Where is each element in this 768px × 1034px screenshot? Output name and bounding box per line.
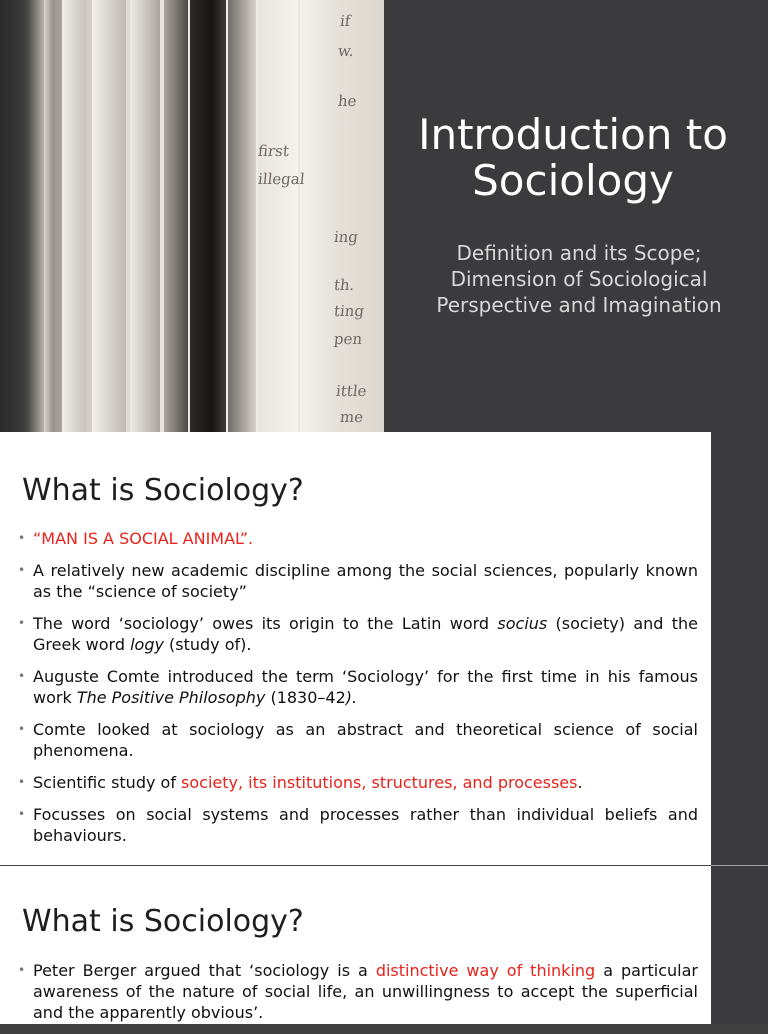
- bullet-text: (society) and the Greek word: [33, 614, 698, 654]
- photo-word: th.: [333, 276, 356, 294]
- slide-what-is-sociology: [0, 432, 711, 865]
- photo-word: if: [339, 12, 352, 30]
- bullet-icon: •: [18, 807, 26, 821]
- highlighted-text: distinctive way of thinking: [375, 961, 596, 980]
- latin-term: socius: [497, 614, 548, 633]
- photo-word: ting: [333, 302, 366, 320]
- bullet-text: A relatively new academic discipline among the social sciences, popularly known as the “science of society”: [33, 561, 698, 601]
- list-item: [18, 560, 698, 602]
- bullet-text: Peter Berger argued that ‘sociology is a: [33, 961, 376, 980]
- bullet-text: Auguste Comte introduced the term ‘Sociology’ for the first time in his famous work: [33, 667, 698, 707]
- bullet-icon: •: [18, 722, 26, 736]
- presentation-title: Introduction to Sociology: [418, 110, 728, 205]
- title-slide: [0, 0, 768, 432]
- list-item: [18, 666, 698, 708]
- bullet-icon: •: [18, 563, 26, 577]
- book-pages-photo: [0, 0, 384, 432]
- photo-word: ing: [333, 228, 360, 246]
- bullet-text: The word ‘sociology’ owes its origin to the Latin word: [33, 614, 498, 633]
- bullet-icon: •: [18, 616, 26, 630]
- bullet-text: “MAN IS A SOCIAL ANIMAL”.: [33, 529, 254, 548]
- presentation-subtitle: [400, 240, 758, 318]
- slide-side-panel: [711, 432, 768, 865]
- list-item: [18, 804, 698, 846]
- photo-word: pen: [333, 330, 364, 348]
- bullet-icon: •: [18, 775, 26, 789]
- bullet-icon: •: [18, 531, 26, 545]
- photo-word: w.: [337, 42, 355, 60]
- photo-word: ittle: [335, 382, 368, 400]
- slide-title: What is Sociology?: [22, 904, 304, 939]
- photo-word: he: [337, 92, 358, 110]
- list-item: [18, 772, 698, 793]
- list-item: [18, 613, 698, 655]
- bullet-text: a particular awareness of the nature of social life, an unwillingness to accept the superficial and the apparently obvious’.: [33, 961, 699, 1022]
- bullet-icon: •: [18, 669, 26, 683]
- bullet-list: [18, 960, 698, 1034]
- greek-term: logy: [130, 635, 164, 654]
- list-item: [18, 719, 698, 761]
- bullet-list: [18, 528, 698, 857]
- photo-word: first: [257, 142, 290, 160]
- list-item: [18, 960, 698, 1023]
- photo-word: me: [339, 408, 365, 426]
- book-title: The Positive Philosophy: [76, 688, 266, 707]
- bullet-text: (study of).: [163, 635, 252, 654]
- photo-word: illegal: [257, 170, 306, 188]
- list-item: [18, 528, 698, 549]
- subtitle-line: Dimension of Sociological: [450, 267, 708, 291]
- bullet-text: Comte looked at sociology as an abstract and theoretical science of social phenomena.: [33, 720, 698, 760]
- highlighted-text: society, its institutions, structures, and processes: [181, 773, 578, 792]
- slide-side-panel: [711, 866, 768, 1024]
- bullet-text: ).: [345, 688, 358, 707]
- bullet-icon: •: [18, 963, 26, 977]
- bullet-text: (1830–42: [265, 688, 346, 707]
- bullet-text: .: [577, 773, 583, 792]
- bullet-text: Focusses on social systems and processes rather than individual beliefs and behaviours.: [33, 805, 698, 845]
- subtitle-line: Perspective and Imagination: [436, 293, 722, 317]
- slide-what-is-sociology-2: [0, 866, 711, 1024]
- bullet-text: Scientific study of: [33, 773, 182, 792]
- slide-title: What is Sociology?: [22, 473, 304, 508]
- subtitle-line: Definition and its Scope;: [456, 241, 702, 265]
